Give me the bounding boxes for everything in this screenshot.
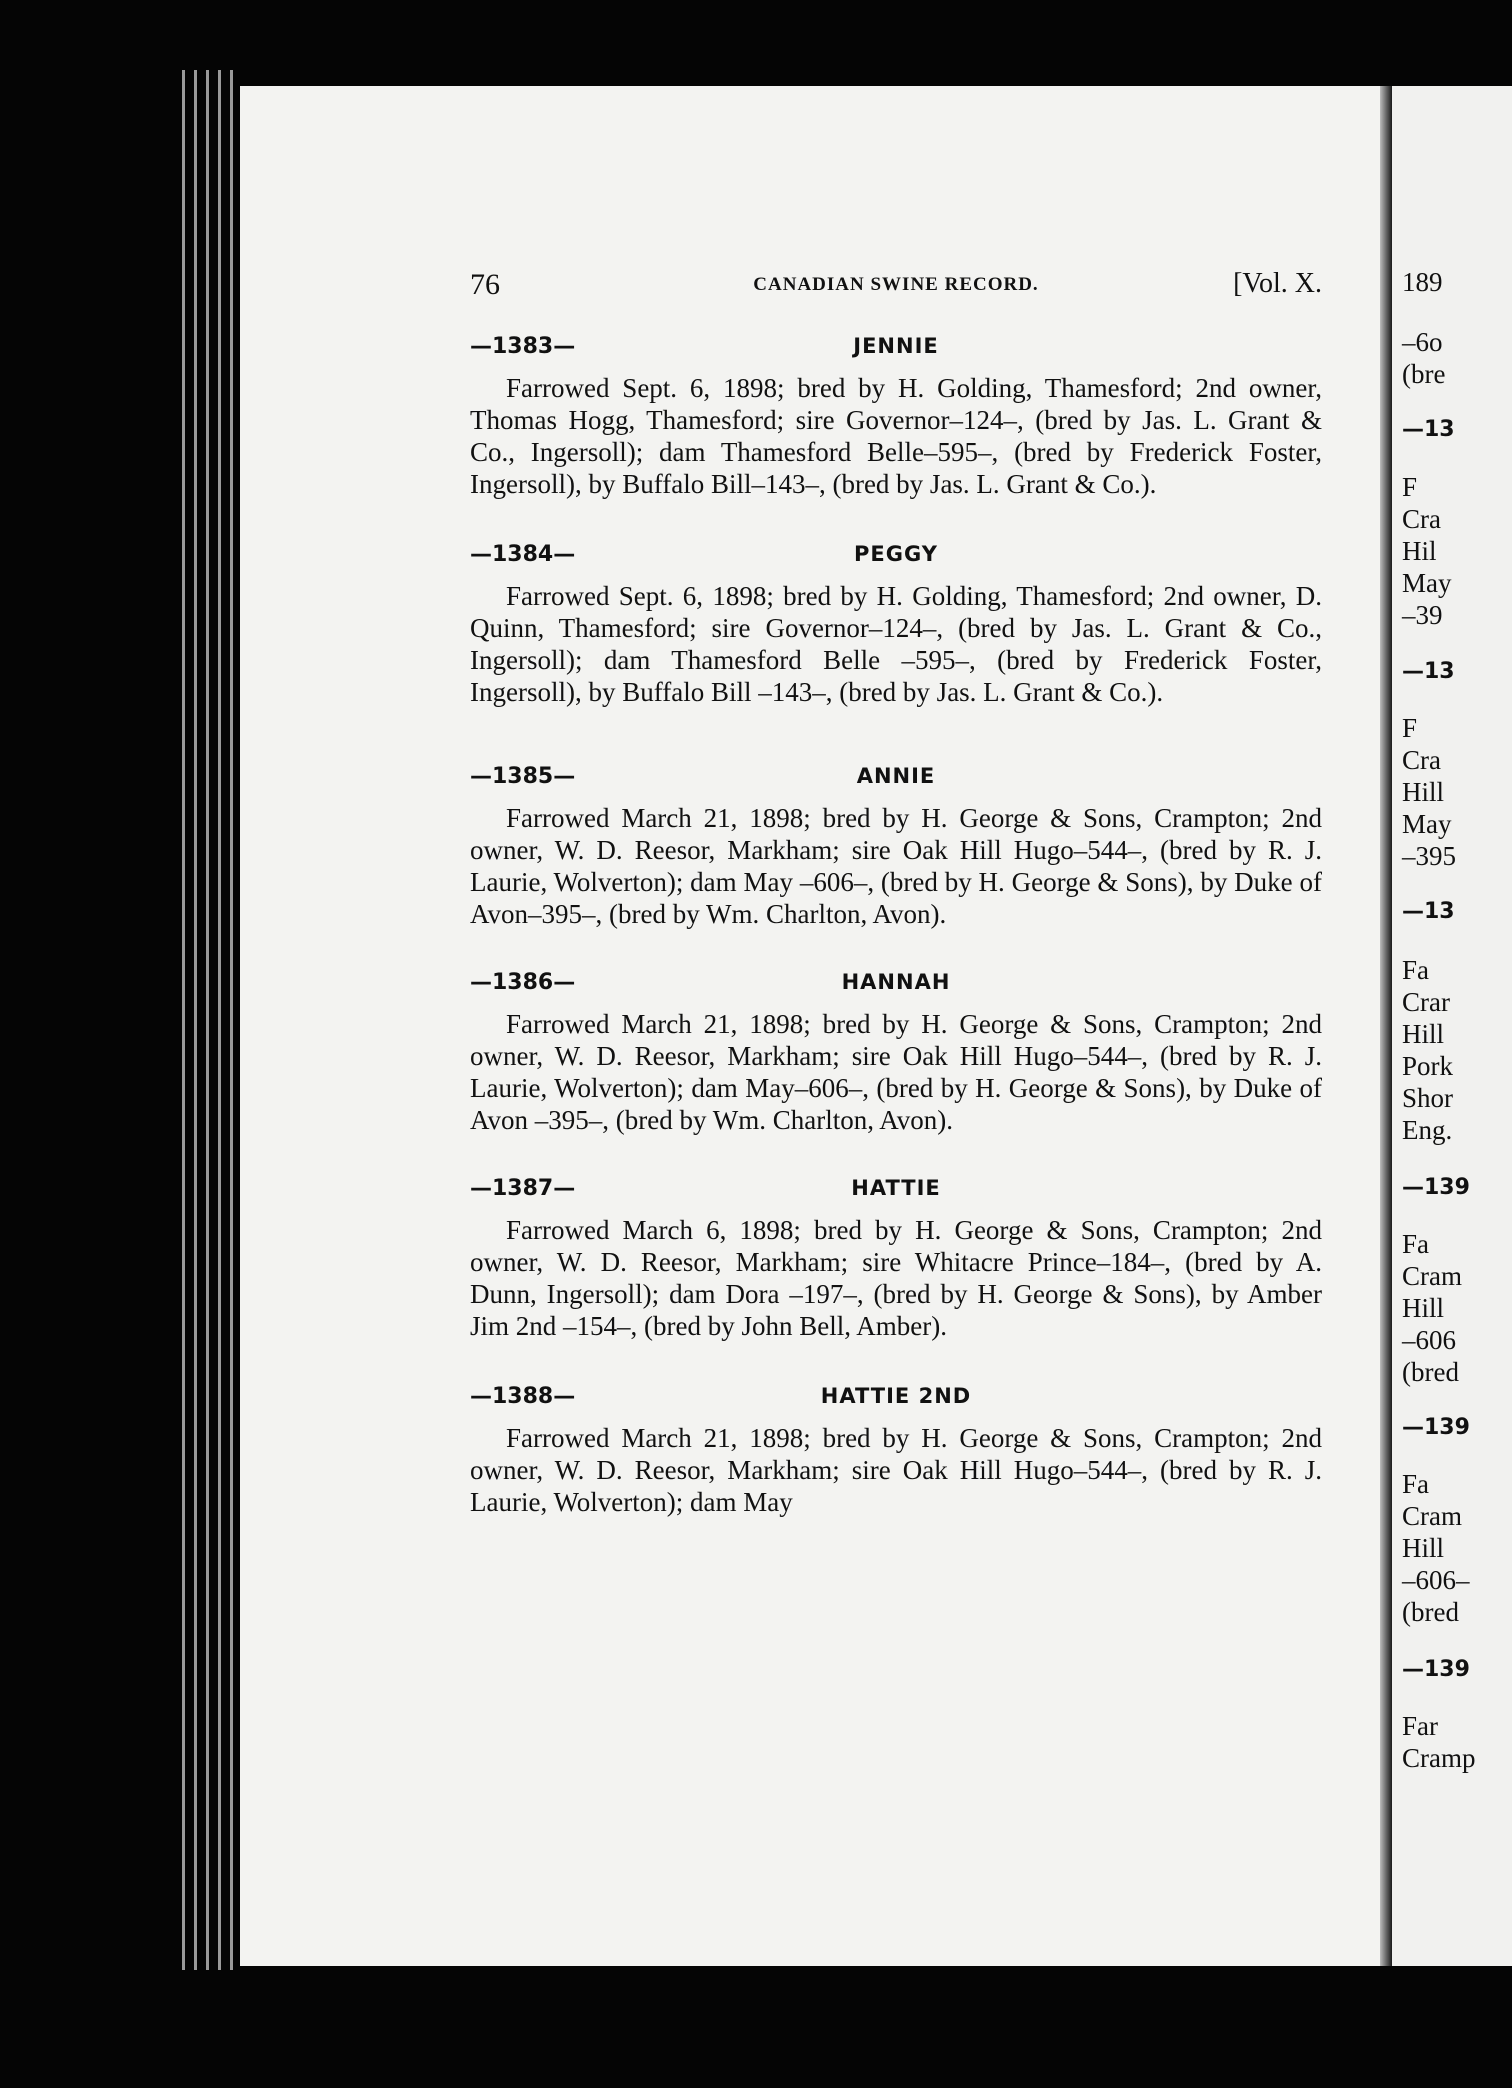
facing-page-fragment: Pork (1402, 1051, 1454, 1081)
facing-page-fragment: —139 (1402, 1657, 1470, 1682)
facing-page-fragment: (bred (1402, 1357, 1459, 1387)
facing-page-fragment: Hill (1402, 1533, 1445, 1563)
facing-page-fragment: –606 (1402, 1325, 1456, 1355)
facing-page-fragment: May (1402, 809, 1452, 839)
volume-label: [Vol. X. (1233, 268, 1322, 299)
entry-number: —1386— (470, 970, 576, 995)
entry-1384 (470, 536, 1322, 708)
facing-page-fragment: Hil (1402, 536, 1437, 566)
facing-page-fragment: Cra (1402, 504, 1441, 534)
entry-list (470, 328, 1322, 1518)
facing-page-fragment: —13 (1402, 417, 1455, 442)
facing-page-fragment: F (1402, 472, 1418, 502)
entry-name: ANNIE (856, 764, 936, 788)
entry-name: HATTIE (851, 1176, 941, 1200)
entry-name: HANNAH (841, 970, 951, 994)
facing-page-fragment: –395 (1402, 841, 1456, 871)
facing-page-fragment: —139 (1402, 1415, 1470, 1440)
entry-number: —1387— (470, 1176, 576, 1201)
facing-page-fragment: Cramp (1402, 1743, 1476, 1773)
book-page-edges (180, 70, 240, 1970)
entry-1383 (470, 328, 1322, 500)
entry-1387 (470, 1170, 1322, 1342)
facing-page-fragment: —139 (1402, 1175, 1470, 1200)
page-number: 76 (470, 268, 500, 301)
facing-page-fragment: Fa (1402, 1229, 1429, 1259)
facing-page-fragment: Hill (1402, 1293, 1445, 1323)
facing-page-fragment: —13 (1402, 659, 1455, 684)
facing-page-fragment: Cram (1402, 1501, 1462, 1531)
entry-number: —1388— (470, 1384, 576, 1409)
entry-number: —1384— (470, 542, 576, 567)
entry-text: Farrowed March 21, 1898; bred by H. George & Sons, Crampton; 2nd owner, W. D. Reesor, Markham; sire Oak Hill Hugo–544–, (bred by R. J. Laurie, Wolverton); dam May –606–, (bred by H. George & Sons), by Duke of Avon–395–, (bred by Wm. Charlton, Avon). (470, 803, 1322, 929)
facing-page (1392, 86, 1512, 1966)
facing-page-fragment: –6o (1402, 327, 1443, 357)
facing-page-fragment: —13 (1402, 899, 1455, 924)
facing-page-fragment: Crar (1402, 987, 1450, 1017)
facing-page-fragment: Eng. (1402, 1115, 1453, 1145)
facing-page-fragment: May (1402, 568, 1452, 598)
facing-page-fragment: –39 (1402, 600, 1443, 630)
facing-page-fragment: Cra (1402, 745, 1441, 775)
facing-page-fragment: (bre (1402, 359, 1446, 389)
entry-text: Farrowed March 21, 1898; bred by H. George & Sons, Crampton; 2nd owner, W. D. Reesor, Markham; sire Oak Hill Hugo–544–, (bred by R. J. Laurie, Wolverton); dam May–606–, (bred by H. George & Sons), by Duke of Avon –395–, (bred by Wm. Charlton, Avon). (470, 1009, 1322, 1135)
entry-number: —1383— (470, 334, 576, 359)
entry-name: HATTIE 2ND (820, 1384, 972, 1408)
facing-page-fragment: –606– (1402, 1565, 1470, 1595)
entry-1385 (470, 758, 1322, 930)
entry-name: JENNIE (853, 334, 939, 358)
facing-page-fragment: Fa (1402, 955, 1429, 985)
facing-page-fragment: Hill (1402, 1019, 1445, 1049)
facing-page-fragment: 189 (1402, 267, 1443, 297)
facing-page-fragment: Fa (1402, 1469, 1429, 1499)
running-title: CANADIAN SWINE RECORD. (753, 274, 1039, 295)
facing-page-fragment: Hill (1402, 777, 1445, 807)
facing-page-fragment: (bred (1402, 1597, 1459, 1627)
entry-name: PEGGY (854, 542, 938, 566)
facing-page-fragment: Shor (1402, 1083, 1454, 1113)
facing-page-fragment: Far (1402, 1711, 1438, 1741)
entry-text: Farrowed March 6, 1898; bred by H. George & Sons, Crampton; 2nd owner, W. D. Reesor, Markham; sire Whitacre Prince–184–, (bred by A. Dunn, Ingersoll); dam Dora –197–, (bred by H. George & Sons), by Amber Jim 2nd –154–, (bred by John Bell, Amber). (470, 1215, 1322, 1341)
entry-number: —1385— (470, 764, 576, 789)
entry-text: Farrowed Sept. 6, 1898; bred by H. Golding, Thamesford; 2nd owner, Thomas Hogg, Thamesford; sire Governor–124–, (bred by Jas. L. Grant & Co., Ingersoll); dam Thamesford Belle–595–, (bred by Frederick Foster, Ingersoll), by Buffalo Bill–143–, (bred by Jas. L. Grant & Co.). (470, 373, 1322, 499)
entry-text: Farrowed Sept. 6, 1898; bred by H. Golding, Thamesford; 2nd owner, D. Quinn, Thamesford; sire Governor–124–, (bred by Jas. L. Grant & Co., Ingersoll); dam Thamesford Belle –595–, (bred by Frederick Foster, Ingersoll), by Buffalo Bill –143–, (bred by Jas. L. Grant & Co.). (470, 581, 1322, 707)
entry-1388 (470, 1378, 1322, 1518)
facing-page-fragment: Cram (1402, 1261, 1462, 1291)
facing-page-fragment: F (1402, 713, 1418, 743)
entry-text: Farrowed March 21, 1898; bred by H. George & Sons, Crampton; 2nd owner, W. D. Reesor, Markham; sire Oak Hill Hugo–544–, (bred by R. J. Laurie, Wolverton); dam May (470, 1423, 1322, 1517)
entry-1386 (470, 964, 1322, 1136)
page-gutter (1380, 86, 1392, 1966)
